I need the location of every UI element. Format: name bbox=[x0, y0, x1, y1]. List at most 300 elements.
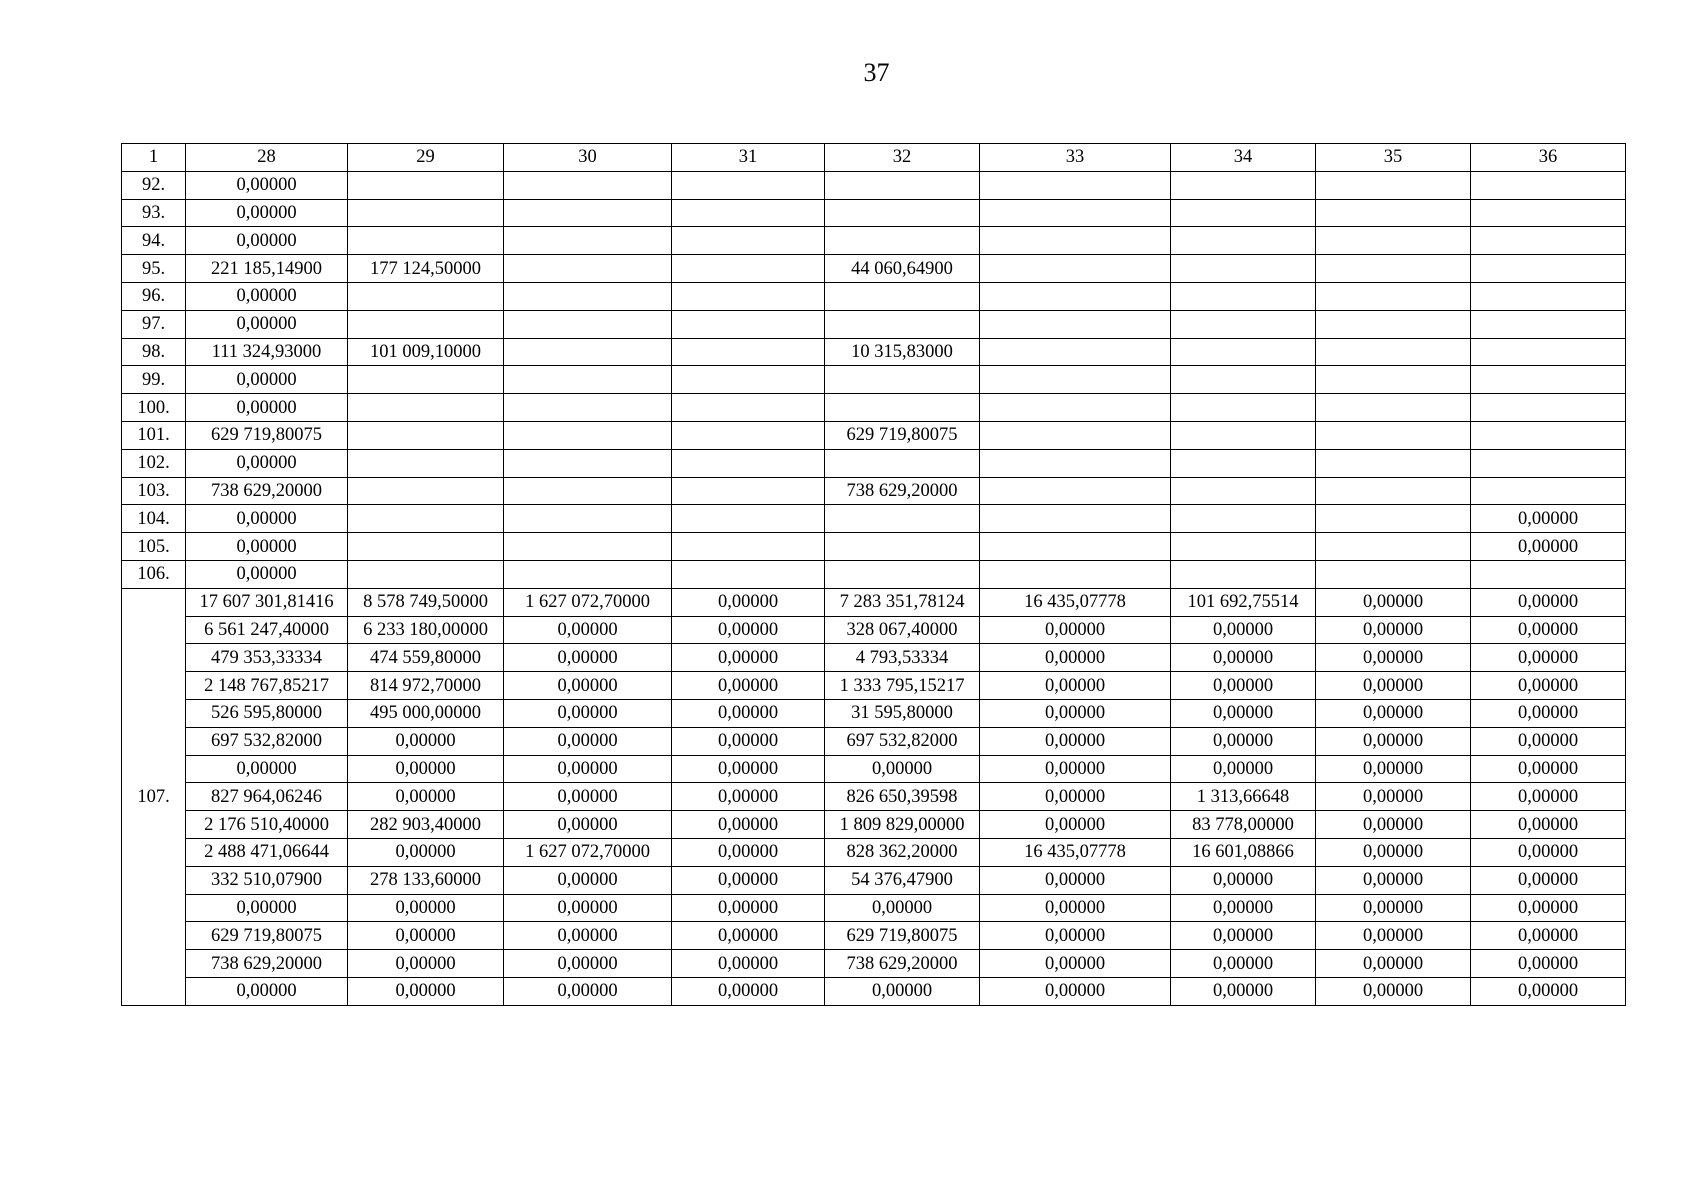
table-cell: 0,00000 bbox=[1471, 950, 1626, 978]
table-cell: 1 313,66648 bbox=[1171, 783, 1316, 811]
table-cell bbox=[348, 421, 504, 449]
table-cell: 629 719,80075 bbox=[186, 421, 348, 449]
table-cell: 0,00000 bbox=[980, 727, 1171, 755]
row-number: 98. bbox=[122, 338, 186, 366]
table-cell: 0,00000 bbox=[1171, 894, 1316, 922]
column-header: 36 bbox=[1471, 144, 1626, 172]
table-row bbox=[122, 505, 1626, 533]
table-cell bbox=[980, 533, 1171, 561]
table-cell bbox=[1316, 477, 1471, 505]
table-cell: 16 601,08866 bbox=[1171, 838, 1316, 866]
table-cell: 0,00000 bbox=[1171, 755, 1316, 783]
table-cell bbox=[348, 310, 504, 338]
table-cell: 0,00000 bbox=[1316, 644, 1471, 672]
table-cell bbox=[1171, 310, 1316, 338]
group-row bbox=[122, 783, 1626, 811]
table-cell bbox=[1471, 199, 1626, 227]
table-row bbox=[122, 449, 1626, 477]
table-cell bbox=[1316, 394, 1471, 422]
table-cell bbox=[1171, 394, 1316, 422]
column-header: 32 bbox=[825, 144, 980, 172]
column-header: 35 bbox=[1316, 144, 1471, 172]
table-body bbox=[122, 144, 1626, 1006]
table-cell: 10 315,83000 bbox=[825, 338, 980, 366]
table-cell bbox=[1316, 338, 1471, 366]
table-cell: 0,00000 bbox=[348, 922, 504, 950]
table-cell: 282 903,40000 bbox=[348, 811, 504, 839]
table-cell bbox=[1316, 421, 1471, 449]
table-cell bbox=[1471, 338, 1626, 366]
table-cell bbox=[348, 199, 504, 227]
table-cell bbox=[672, 227, 825, 255]
row-number: 107. bbox=[122, 588, 186, 1005]
table-cell bbox=[348, 477, 504, 505]
table-cell: 0,00000 bbox=[672, 838, 825, 866]
table-cell: 0,00000 bbox=[980, 616, 1171, 644]
table-cell bbox=[1316, 199, 1471, 227]
table-cell: 0,00000 bbox=[348, 977, 504, 1005]
table-cell: 0,00000 bbox=[1471, 838, 1626, 866]
table-cell: 0,00000 bbox=[1471, 977, 1626, 1005]
table-cell: 0,00000 bbox=[1471, 699, 1626, 727]
table-cell bbox=[348, 227, 504, 255]
table-cell bbox=[1316, 505, 1471, 533]
column-header: 31 bbox=[672, 144, 825, 172]
table-cell bbox=[348, 366, 504, 394]
table-cell bbox=[348, 171, 504, 199]
row-number: 94. bbox=[122, 227, 186, 255]
table-cell bbox=[672, 560, 825, 588]
row-number: 96. bbox=[122, 282, 186, 310]
table-cell: 0,00000 bbox=[672, 755, 825, 783]
table-cell bbox=[672, 310, 825, 338]
table-cell bbox=[1471, 421, 1626, 449]
table-cell bbox=[1316, 282, 1471, 310]
table-cell bbox=[1171, 171, 1316, 199]
table-cell: 474 559,80000 bbox=[348, 644, 504, 672]
table-cell: 629 719,80075 bbox=[825, 421, 980, 449]
table-cell: 0,00000 bbox=[348, 950, 504, 978]
table-cell: 0,00000 bbox=[1171, 644, 1316, 672]
table-cell bbox=[672, 421, 825, 449]
table-cell: 0,00000 bbox=[186, 171, 348, 199]
table-cell: 0,00000 bbox=[504, 727, 672, 755]
table-cell: 0,00000 bbox=[186, 282, 348, 310]
group-row bbox=[122, 838, 1626, 866]
table-cell: 0,00000 bbox=[1316, 588, 1471, 616]
table-cell: 0,00000 bbox=[504, 616, 672, 644]
table-cell: 0,00000 bbox=[504, 811, 672, 839]
table-cell: 0,00000 bbox=[672, 866, 825, 894]
row-number: 93. bbox=[122, 199, 186, 227]
table-cell: 0,00000 bbox=[980, 894, 1171, 922]
table-cell: 0,00000 bbox=[504, 922, 672, 950]
table-cell: 0,00000 bbox=[186, 505, 348, 533]
table-cell: 0,00000 bbox=[504, 672, 672, 700]
table-cell bbox=[1171, 533, 1316, 561]
table-cell: 0,00000 bbox=[672, 977, 825, 1005]
table-cell: 1 627 072,70000 bbox=[504, 838, 672, 866]
table-cell: 495 000,00000 bbox=[348, 699, 504, 727]
group-row bbox=[122, 894, 1626, 922]
row-number: 95. bbox=[122, 255, 186, 283]
table-cell: 1 627 072,70000 bbox=[504, 588, 672, 616]
table-cell bbox=[825, 171, 980, 199]
table-cell: 0,00000 bbox=[980, 672, 1171, 700]
table-cell bbox=[504, 533, 672, 561]
table-cell: 0,00000 bbox=[186, 199, 348, 227]
row-number: 103. bbox=[122, 477, 186, 505]
row-number: 105. bbox=[122, 533, 186, 561]
table-cell bbox=[672, 282, 825, 310]
table-cell bbox=[1316, 310, 1471, 338]
table-cell: 0,00000 bbox=[672, 783, 825, 811]
table-cell bbox=[1471, 366, 1626, 394]
table-cell bbox=[1316, 560, 1471, 588]
group-row bbox=[122, 699, 1626, 727]
table-cell: 16 435,07778 bbox=[980, 588, 1171, 616]
table-cell: 0,00000 bbox=[348, 894, 504, 922]
table-cell bbox=[980, 394, 1171, 422]
table-cell: 0,00000 bbox=[1171, 866, 1316, 894]
table-cell: 6 561 247,40000 bbox=[186, 616, 348, 644]
table-cell: 0,00000 bbox=[1316, 922, 1471, 950]
table-cell: 0,00000 bbox=[672, 950, 825, 978]
table-cell: 0,00000 bbox=[1471, 922, 1626, 950]
table-cell: 332 510,07900 bbox=[186, 866, 348, 894]
table-row bbox=[122, 366, 1626, 394]
table-cell bbox=[504, 560, 672, 588]
table-cell bbox=[504, 338, 672, 366]
table-cell bbox=[980, 366, 1171, 394]
table-cell: 2 176 510,40000 bbox=[186, 811, 348, 839]
table-row bbox=[122, 421, 1626, 449]
table-cell bbox=[504, 282, 672, 310]
table-cell: 0,00000 bbox=[1171, 922, 1316, 950]
table-cell bbox=[672, 477, 825, 505]
table-cell: 0,00000 bbox=[504, 950, 672, 978]
table-cell: 44 060,64900 bbox=[825, 255, 980, 283]
table-row bbox=[122, 282, 1626, 310]
table-cell: 0,00000 bbox=[1471, 811, 1626, 839]
group-row bbox=[122, 866, 1626, 894]
column-header: 34 bbox=[1171, 144, 1316, 172]
table-cell: 0,00000 bbox=[1316, 950, 1471, 978]
table-cell bbox=[672, 255, 825, 283]
table-cell: 0,00000 bbox=[825, 755, 980, 783]
table-cell: 479 353,33334 bbox=[186, 644, 348, 672]
table-cell: 328 067,40000 bbox=[825, 616, 980, 644]
table-cell bbox=[1471, 282, 1626, 310]
table-cell: 828 362,20000 bbox=[825, 838, 980, 866]
table-cell: 4 793,53334 bbox=[825, 644, 980, 672]
table-cell bbox=[1316, 533, 1471, 561]
table-cell: 0,00000 bbox=[186, 394, 348, 422]
table-cell: 54 376,47900 bbox=[825, 866, 980, 894]
page-number: 37 bbox=[863, 58, 890, 87]
table-cell bbox=[1316, 227, 1471, 255]
table-cell bbox=[1171, 227, 1316, 255]
table-cell bbox=[348, 560, 504, 588]
table-cell: 0,00000 bbox=[186, 755, 348, 783]
table-cell bbox=[672, 505, 825, 533]
table-cell: 0,00000 bbox=[980, 866, 1171, 894]
table-cell: 0,00000 bbox=[186, 227, 348, 255]
table-cell: 7 283 351,78124 bbox=[825, 588, 980, 616]
table-cell: 827 964,06246 bbox=[186, 783, 348, 811]
table-cell bbox=[980, 449, 1171, 477]
table-cell: 0,00000 bbox=[1316, 894, 1471, 922]
table-row bbox=[122, 560, 1626, 588]
table-cell bbox=[1171, 199, 1316, 227]
table-cell: 0,00000 bbox=[1316, 783, 1471, 811]
table-cell bbox=[504, 310, 672, 338]
table-cell: 0,00000 bbox=[1471, 505, 1626, 533]
row-number: 100. bbox=[122, 394, 186, 422]
group-row bbox=[122, 588, 1626, 616]
table-cell bbox=[504, 255, 672, 283]
table-cell: 0,00000 bbox=[504, 894, 672, 922]
group-row bbox=[122, 922, 1626, 950]
column-header: 28 bbox=[186, 144, 348, 172]
table-cell: 0,00000 bbox=[1316, 838, 1471, 866]
table-cell: 0,00000 bbox=[1171, 950, 1316, 978]
table-cell: 0,00000 bbox=[980, 922, 1171, 950]
group-row bbox=[122, 727, 1626, 755]
table-cell: 0,00000 bbox=[825, 977, 980, 1005]
data-table bbox=[121, 143, 1626, 1006]
table-cell: 0,00000 bbox=[348, 838, 504, 866]
group-row bbox=[122, 755, 1626, 783]
table-cell: 0,00000 bbox=[186, 366, 348, 394]
table-cell bbox=[1316, 449, 1471, 477]
table-cell: 0,00000 bbox=[980, 783, 1171, 811]
table-row bbox=[122, 477, 1626, 505]
table-cell: 629 719,80075 bbox=[825, 922, 980, 950]
table-cell: 0,00000 bbox=[672, 699, 825, 727]
table-cell: 0,00000 bbox=[980, 977, 1171, 1005]
table-cell: 111 324,93000 bbox=[186, 338, 348, 366]
table-cell: 0,00000 bbox=[980, 811, 1171, 839]
table-cell bbox=[504, 227, 672, 255]
table-cell: 177 124,50000 bbox=[348, 255, 504, 283]
table-cell: 1 809 829,00000 bbox=[825, 811, 980, 839]
table-cell bbox=[1471, 255, 1626, 283]
table-cell bbox=[672, 394, 825, 422]
table-cell bbox=[1316, 171, 1471, 199]
row-number: 106. bbox=[122, 560, 186, 588]
table-cell bbox=[825, 227, 980, 255]
table-cell bbox=[980, 282, 1171, 310]
table-cell: 0,00000 bbox=[672, 811, 825, 839]
table-cell bbox=[504, 421, 672, 449]
table-cell bbox=[1316, 255, 1471, 283]
table-row bbox=[122, 199, 1626, 227]
table-cell bbox=[1316, 366, 1471, 394]
table-cell: 0,00000 bbox=[672, 616, 825, 644]
row-number: 102. bbox=[122, 449, 186, 477]
table-cell bbox=[504, 449, 672, 477]
group-row bbox=[122, 644, 1626, 672]
table-cell bbox=[1171, 477, 1316, 505]
table-cell: 221 185,14900 bbox=[186, 255, 348, 283]
table-cell: 0,00000 bbox=[1471, 894, 1626, 922]
table-cell bbox=[672, 533, 825, 561]
table-cell: 0,00000 bbox=[1471, 755, 1626, 783]
row-number: 104. bbox=[122, 505, 186, 533]
table-cell: 0,00000 bbox=[980, 644, 1171, 672]
table-cell: 0,00000 bbox=[1316, 727, 1471, 755]
table-cell: 697 532,82000 bbox=[825, 727, 980, 755]
table-row bbox=[122, 533, 1626, 561]
table-cell: 0,00000 bbox=[186, 977, 348, 1005]
table-cell: 0,00000 bbox=[672, 672, 825, 700]
table-cell bbox=[504, 171, 672, 199]
table-cell: 0,00000 bbox=[1316, 755, 1471, 783]
table-cell: 0,00000 bbox=[672, 922, 825, 950]
table-cell: 0,00000 bbox=[1471, 588, 1626, 616]
table-cell: 278 133,60000 bbox=[348, 866, 504, 894]
table-cell bbox=[825, 560, 980, 588]
table-cell: 0,00000 bbox=[1316, 977, 1471, 1005]
table-cell bbox=[825, 449, 980, 477]
group-row bbox=[122, 616, 1626, 644]
table-cell: 738 629,20000 bbox=[186, 950, 348, 978]
table-cell: 101 692,75514 bbox=[1171, 588, 1316, 616]
table-cell: 0,00000 bbox=[504, 977, 672, 1005]
group-row bbox=[122, 950, 1626, 978]
table-cell: 814 972,70000 bbox=[348, 672, 504, 700]
table-cell: 6 233 180,00000 bbox=[348, 616, 504, 644]
group-row bbox=[122, 672, 1626, 700]
table-cell bbox=[825, 505, 980, 533]
table-cell: 629 719,80075 bbox=[186, 922, 348, 950]
table-cell bbox=[1471, 394, 1626, 422]
table-cell: 0,00000 bbox=[186, 533, 348, 561]
table-cell bbox=[980, 560, 1171, 588]
table-cell: 697 532,82000 bbox=[186, 727, 348, 755]
table-cell: 0,00000 bbox=[1316, 699, 1471, 727]
table-cell: 0,00000 bbox=[186, 310, 348, 338]
table-cell bbox=[348, 282, 504, 310]
table-cell bbox=[980, 255, 1171, 283]
table-cell: 1 333 795,15217 bbox=[825, 672, 980, 700]
table-cell bbox=[1171, 282, 1316, 310]
table-cell: 0,00000 bbox=[1471, 616, 1626, 644]
table-cell bbox=[825, 199, 980, 227]
table-cell: 0,00000 bbox=[504, 644, 672, 672]
table-cell: 0,00000 bbox=[504, 866, 672, 894]
table-cell: 0,00000 bbox=[1471, 644, 1626, 672]
table-cell bbox=[825, 533, 980, 561]
column-header: 33 bbox=[980, 144, 1171, 172]
table-cell: 17 607 301,81416 bbox=[186, 588, 348, 616]
table-cell: 0,00000 bbox=[672, 644, 825, 672]
table-cell bbox=[504, 477, 672, 505]
table-cell bbox=[1471, 310, 1626, 338]
table-cell: 0,00000 bbox=[504, 755, 672, 783]
table-cell bbox=[825, 310, 980, 338]
table-cell bbox=[1471, 449, 1626, 477]
table-cell bbox=[980, 310, 1171, 338]
table-cell bbox=[980, 171, 1171, 199]
table-cell: 0,00000 bbox=[186, 894, 348, 922]
table-cell: 2 148 767,85217 bbox=[186, 672, 348, 700]
table-cell: 31 595,80000 bbox=[825, 699, 980, 727]
table-row bbox=[122, 227, 1626, 255]
table-cell bbox=[672, 171, 825, 199]
table-cell: 0,00000 bbox=[504, 783, 672, 811]
table-cell bbox=[1171, 338, 1316, 366]
table-cell bbox=[672, 449, 825, 477]
table-cell bbox=[1471, 171, 1626, 199]
table-cell bbox=[1171, 421, 1316, 449]
table-cell: 0,00000 bbox=[1471, 533, 1626, 561]
table-cell: 0,00000 bbox=[348, 783, 504, 811]
table-cell bbox=[1171, 366, 1316, 394]
table-cell: 0,00000 bbox=[1316, 616, 1471, 644]
table-cell bbox=[980, 338, 1171, 366]
table-row bbox=[122, 394, 1626, 422]
table-cell: 83 778,00000 bbox=[1171, 811, 1316, 839]
table-cell: 2 488 471,06644 bbox=[186, 838, 348, 866]
table-cell bbox=[348, 505, 504, 533]
table-cell: 0,00000 bbox=[672, 727, 825, 755]
table-row bbox=[122, 171, 1626, 199]
table-cell: 526 595,80000 bbox=[186, 699, 348, 727]
table-cell: 16 435,07778 bbox=[980, 838, 1171, 866]
table-cell bbox=[825, 394, 980, 422]
column-header: 29 bbox=[348, 144, 504, 172]
table-cell: 0,00000 bbox=[348, 755, 504, 783]
table-cell bbox=[825, 282, 980, 310]
table-cell bbox=[504, 505, 672, 533]
column-header: 1 bbox=[122, 144, 186, 172]
table-cell: 0,00000 bbox=[1471, 672, 1626, 700]
table-cell bbox=[504, 366, 672, 394]
table-cell: 0,00000 bbox=[1471, 727, 1626, 755]
table-cell: 0,00000 bbox=[186, 560, 348, 588]
table-cell: 0,00000 bbox=[672, 588, 825, 616]
table-cell: 0,00000 bbox=[504, 699, 672, 727]
table-cell: 0,00000 bbox=[1316, 866, 1471, 894]
table-cell: 0,00000 bbox=[1171, 977, 1316, 1005]
table-cell bbox=[1471, 560, 1626, 588]
table-cell bbox=[1171, 505, 1316, 533]
table-cell: 738 629,20000 bbox=[825, 477, 980, 505]
row-number: 101. bbox=[122, 421, 186, 449]
table-cell: 8 578 749,50000 bbox=[348, 588, 504, 616]
group-row bbox=[122, 811, 1626, 839]
table-cell bbox=[980, 421, 1171, 449]
table-cell bbox=[504, 199, 672, 227]
table-cell bbox=[980, 477, 1171, 505]
table-cell bbox=[348, 449, 504, 477]
table-cell bbox=[348, 394, 504, 422]
table-row bbox=[122, 255, 1626, 283]
table-cell: 0,00000 bbox=[1471, 783, 1626, 811]
table-row bbox=[122, 338, 1626, 366]
table-cell: 0,00000 bbox=[980, 755, 1171, 783]
table-cell: 101 009,10000 bbox=[348, 338, 504, 366]
row-number: 99. bbox=[122, 366, 186, 394]
header-row bbox=[122, 144, 1626, 172]
table-cell bbox=[1171, 449, 1316, 477]
table-cell bbox=[980, 199, 1171, 227]
table-cell: 0,00000 bbox=[980, 699, 1171, 727]
table-cell: 0,00000 bbox=[980, 950, 1171, 978]
table-cell: 0,00000 bbox=[825, 894, 980, 922]
